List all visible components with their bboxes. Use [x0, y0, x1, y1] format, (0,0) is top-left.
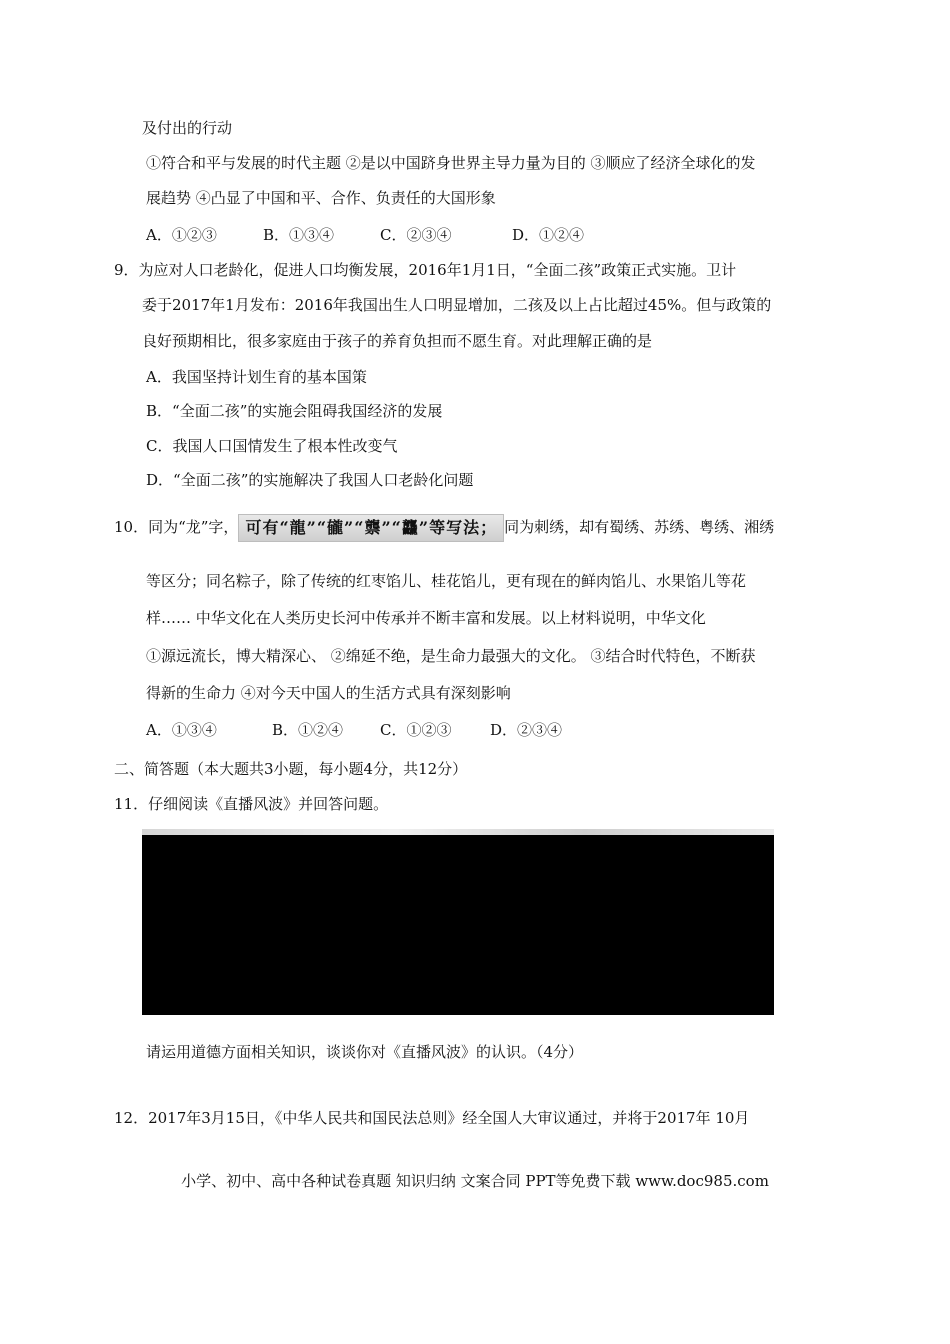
q11-stem: 11．仔细阅读《直播风波》并回答问题。 — [114, 795, 389, 813]
q10-option-a: A．①③④ — [146, 721, 217, 739]
q10-stem-line3: 样…… 中华文化在人类历史长河中传承并不断丰富和发展。以上材料说明，中华文化 — [146, 609, 706, 627]
q8-option-a: A．①②③ — [146, 226, 217, 244]
q8-items-line2: 展趋势 ④凸显了中国和平、合作、负责任的大国形象 — [146, 189, 496, 207]
q8-items-line1: ①符合和平与发展的时代主题 ②是以中国跻身世界主导力量为目的 ③顺应了经济全球化的发 — [146, 154, 756, 172]
q12-stem-line1: 12．2017年3月15日，《中华人民共和国民法总则》经全国人大审议通过，并将于2017年 10月 — [114, 1109, 750, 1127]
q10-option-d: D．②③④ — [490, 721, 563, 739]
q9-option-c: C．我国人口国情发生了根本性改变气 — [146, 437, 398, 455]
q11-prompt: 请运用道德方面相关知识，谈谈你对《直播风波》的认识。（4分） — [146, 1043, 584, 1061]
q8-options — [146, 225, 584, 245]
q10-dragon-characters-image: 可有“龍”“龓”“龒”“龘”等写法； — [238, 514, 504, 542]
q9-option-a: A．我国坚持计划生育的基本国策 — [146, 368, 367, 386]
q10-option-c: C．①②③ — [380, 721, 452, 739]
page-footer: 小学、初中、高中各种试卷真题 知识归纳 文案合同 PPT等免费下载 www.doc985.com — [181, 1172, 769, 1190]
comic-figure-image — [142, 835, 774, 1015]
q10-stem-line2: 等区分；同名粽子，除了传统的红枣馅儿、桂花馅儿，更有现在的鲜肉馅儿、水果馅儿等花 — [146, 572, 747, 590]
q9-stem-line1: 9．为应对人口老龄化，促进人口均衡发展，2016年1月1日，“全面二孩”政策正式实施。卫计 — [114, 261, 737, 279]
q9-stem-line2: 委于2017年1月发布：2016年我国出生人口明显增加，二孩及以上占比超过45%。但与政策的 — [142, 296, 772, 314]
q10-lead: 10．同为“龙”字， — [114, 518, 239, 536]
q8-option-d: D．①②④ — [512, 226, 585, 244]
q10-items-line2: 得新的生命力 ④对今天中国人的生活方式具有深刻影响 — [146, 684, 511, 702]
q10-option-b: B．①②④ — [272, 721, 344, 739]
q8-option-c: C．②③④ — [380, 226, 452, 244]
q10-tail: 同为刺绣，却有蜀绣、苏绣、粤绣、湘绣 — [504, 518, 775, 536]
q9-stem-line3: 良好预期相比，很多家庭由于孩子的养育负担而不愿生育。对此理解正确的是 — [142, 332, 653, 350]
q10-options — [146, 720, 562, 740]
q9-option-b: B．“全面二孩”的实施会阻碍我国经济的发展 — [146, 402, 443, 420]
q9-option-d: D．“全面二孩”的实施解决了我国人口老龄化问题 — [146, 471, 474, 489]
q10-stem-line1 — [114, 514, 774, 542]
section-heading: 二、简答题（本大题共3小题，每小题4分，共12分） — [114, 760, 468, 778]
q8-option-b: B．①③④ — [263, 226, 335, 244]
q10-items-line1: ①源远流长，博大精深心、 ②绵延不绝，是生命力最强大的文化。 ③结合时代特色，不断获 — [146, 647, 756, 665]
q8-stem-tail: 及付出的行动 — [142, 119, 233, 137]
